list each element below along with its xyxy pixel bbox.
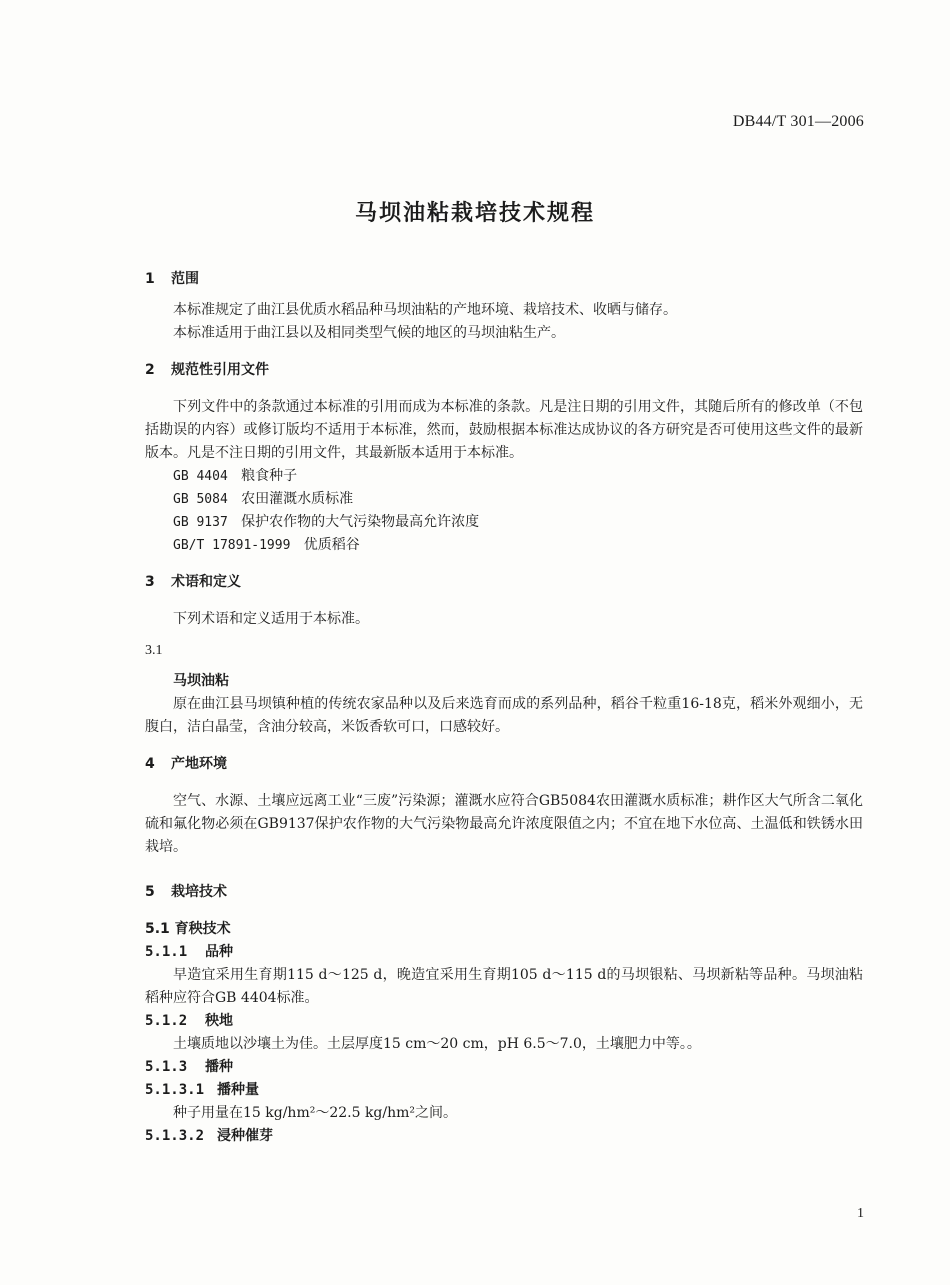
section-number: 1 [145,271,155,287]
paragraph: 下列术语和定义适用于本标准。 [173,611,369,627]
reference-code: GB 5084 [173,492,228,507]
section-heading-scope [145,268,863,291]
subsection-heading: 5.1.1 品种 [145,944,233,960]
document-body [145,268,863,1148]
paragraph: 空气、水源、土壤应远离工业“三废”污染源；灌溉水应符合GB5084农田灌溉水质标准；耕作区大气所含二氧化硫和氟化物必须在GB9137保护农作物的大气污染物最高允许浓度限值之内；不宜在地下水位高、土温低和铁锈水田栽培。 [145,793,863,855]
document-title: 马坝油粘栽培技术规程 [354,201,595,226]
section-title: 范围 [171,271,199,287]
subsection-heading: 5.1.3.2 浸种催芽 [145,1128,273,1144]
subsection-heading: 5.1.3 播种 [145,1059,233,1075]
page-number: 1 [857,1206,864,1221]
section-heading-cultivation [145,881,863,904]
paragraph: 种子用量在15 kg/hm²～22.5 kg/hm²之间。 [173,1105,458,1121]
document-code: DB44/T 301—2006 [732,113,864,130]
reference-code: GB 4404 [173,469,228,484]
paragraph: 本标准适用于曲江县以及相同类型气候的地区的马坝油粘生产。 [173,325,565,341]
section-heading-environment [145,753,863,776]
term-number: 3.1 [145,643,163,658]
section-title: 规范性引用文件 [171,362,269,378]
paragraph: 土壤质地以沙壤土为佳。土层厚度15 cm～20 cm，pH 6.5～7.0，土壤肥力中等。。 [173,1036,701,1052]
section-title: 术语和定义 [171,574,241,590]
section-number: 5 [145,884,155,900]
section-number: 4 [145,756,155,772]
reference-item [145,488,863,511]
section-number: 3 [145,574,155,590]
reference-code: GB/T 17891-1999 [173,538,291,553]
section-title: 产地环境 [171,756,227,772]
reference-code: GB 9137 [173,515,228,530]
reference-name: 保护农作物的大气污染物最高允许浓度 [241,514,480,530]
subsection-heading: 5.1.3.1 播种量 [145,1082,259,1098]
section-heading-normative-references [145,359,863,382]
section-title: 栽培技术 [171,884,227,900]
subsection-heading: 5.1 育秧技术 [145,921,231,937]
subsection-heading: 5.1.2 秧地 [145,1013,233,1029]
term-name: 马坝油粘 [173,673,229,689]
section-heading-terms [145,571,863,594]
paragraph: 早造宜采用生育期115 d～125 d，晚造宜采用生育期105 d～115 d的马坝银粘、马坝新粘等品种。马坝油粘稻种应符合GB 4404标准。 [145,967,863,1006]
paragraph: 下列文件中的条款通过本标准的引用而成为本标准的条款。凡是注日期的引用文件，其随后所有的修改单（不包括勘误的内容）或修订版均不适用于本标准，然而，鼓励根据本标准达成协议的各方研究是否可使用这些文件的最新版本。凡是不注日期的引用文件，其最新版本适用于本标准。 [145,399,863,461]
paragraph: 本标准规定了曲江县优质水稻品种马坝油粘的产地环境、栽培技术、收晒与储存。 [173,302,677,318]
reference-name: 优质稻谷 [303,537,360,553]
reference-name: 粮食种子 [241,468,298,484]
section-number: 2 [145,362,155,378]
reference-item [145,465,863,488]
reference-name: 农田灌溉水质标准 [241,491,354,507]
reference-item [145,511,863,534]
reference-item [145,534,863,557]
term-definition: 原在曲江县马坝镇种植的传统农家品种以及后来选育而成的系列品种，稻谷千粒重16-18克，稻米外观细小，无腹白，洁白晶莹，含油分较高，米饭香软可口，口感较好。 [145,696,863,735]
